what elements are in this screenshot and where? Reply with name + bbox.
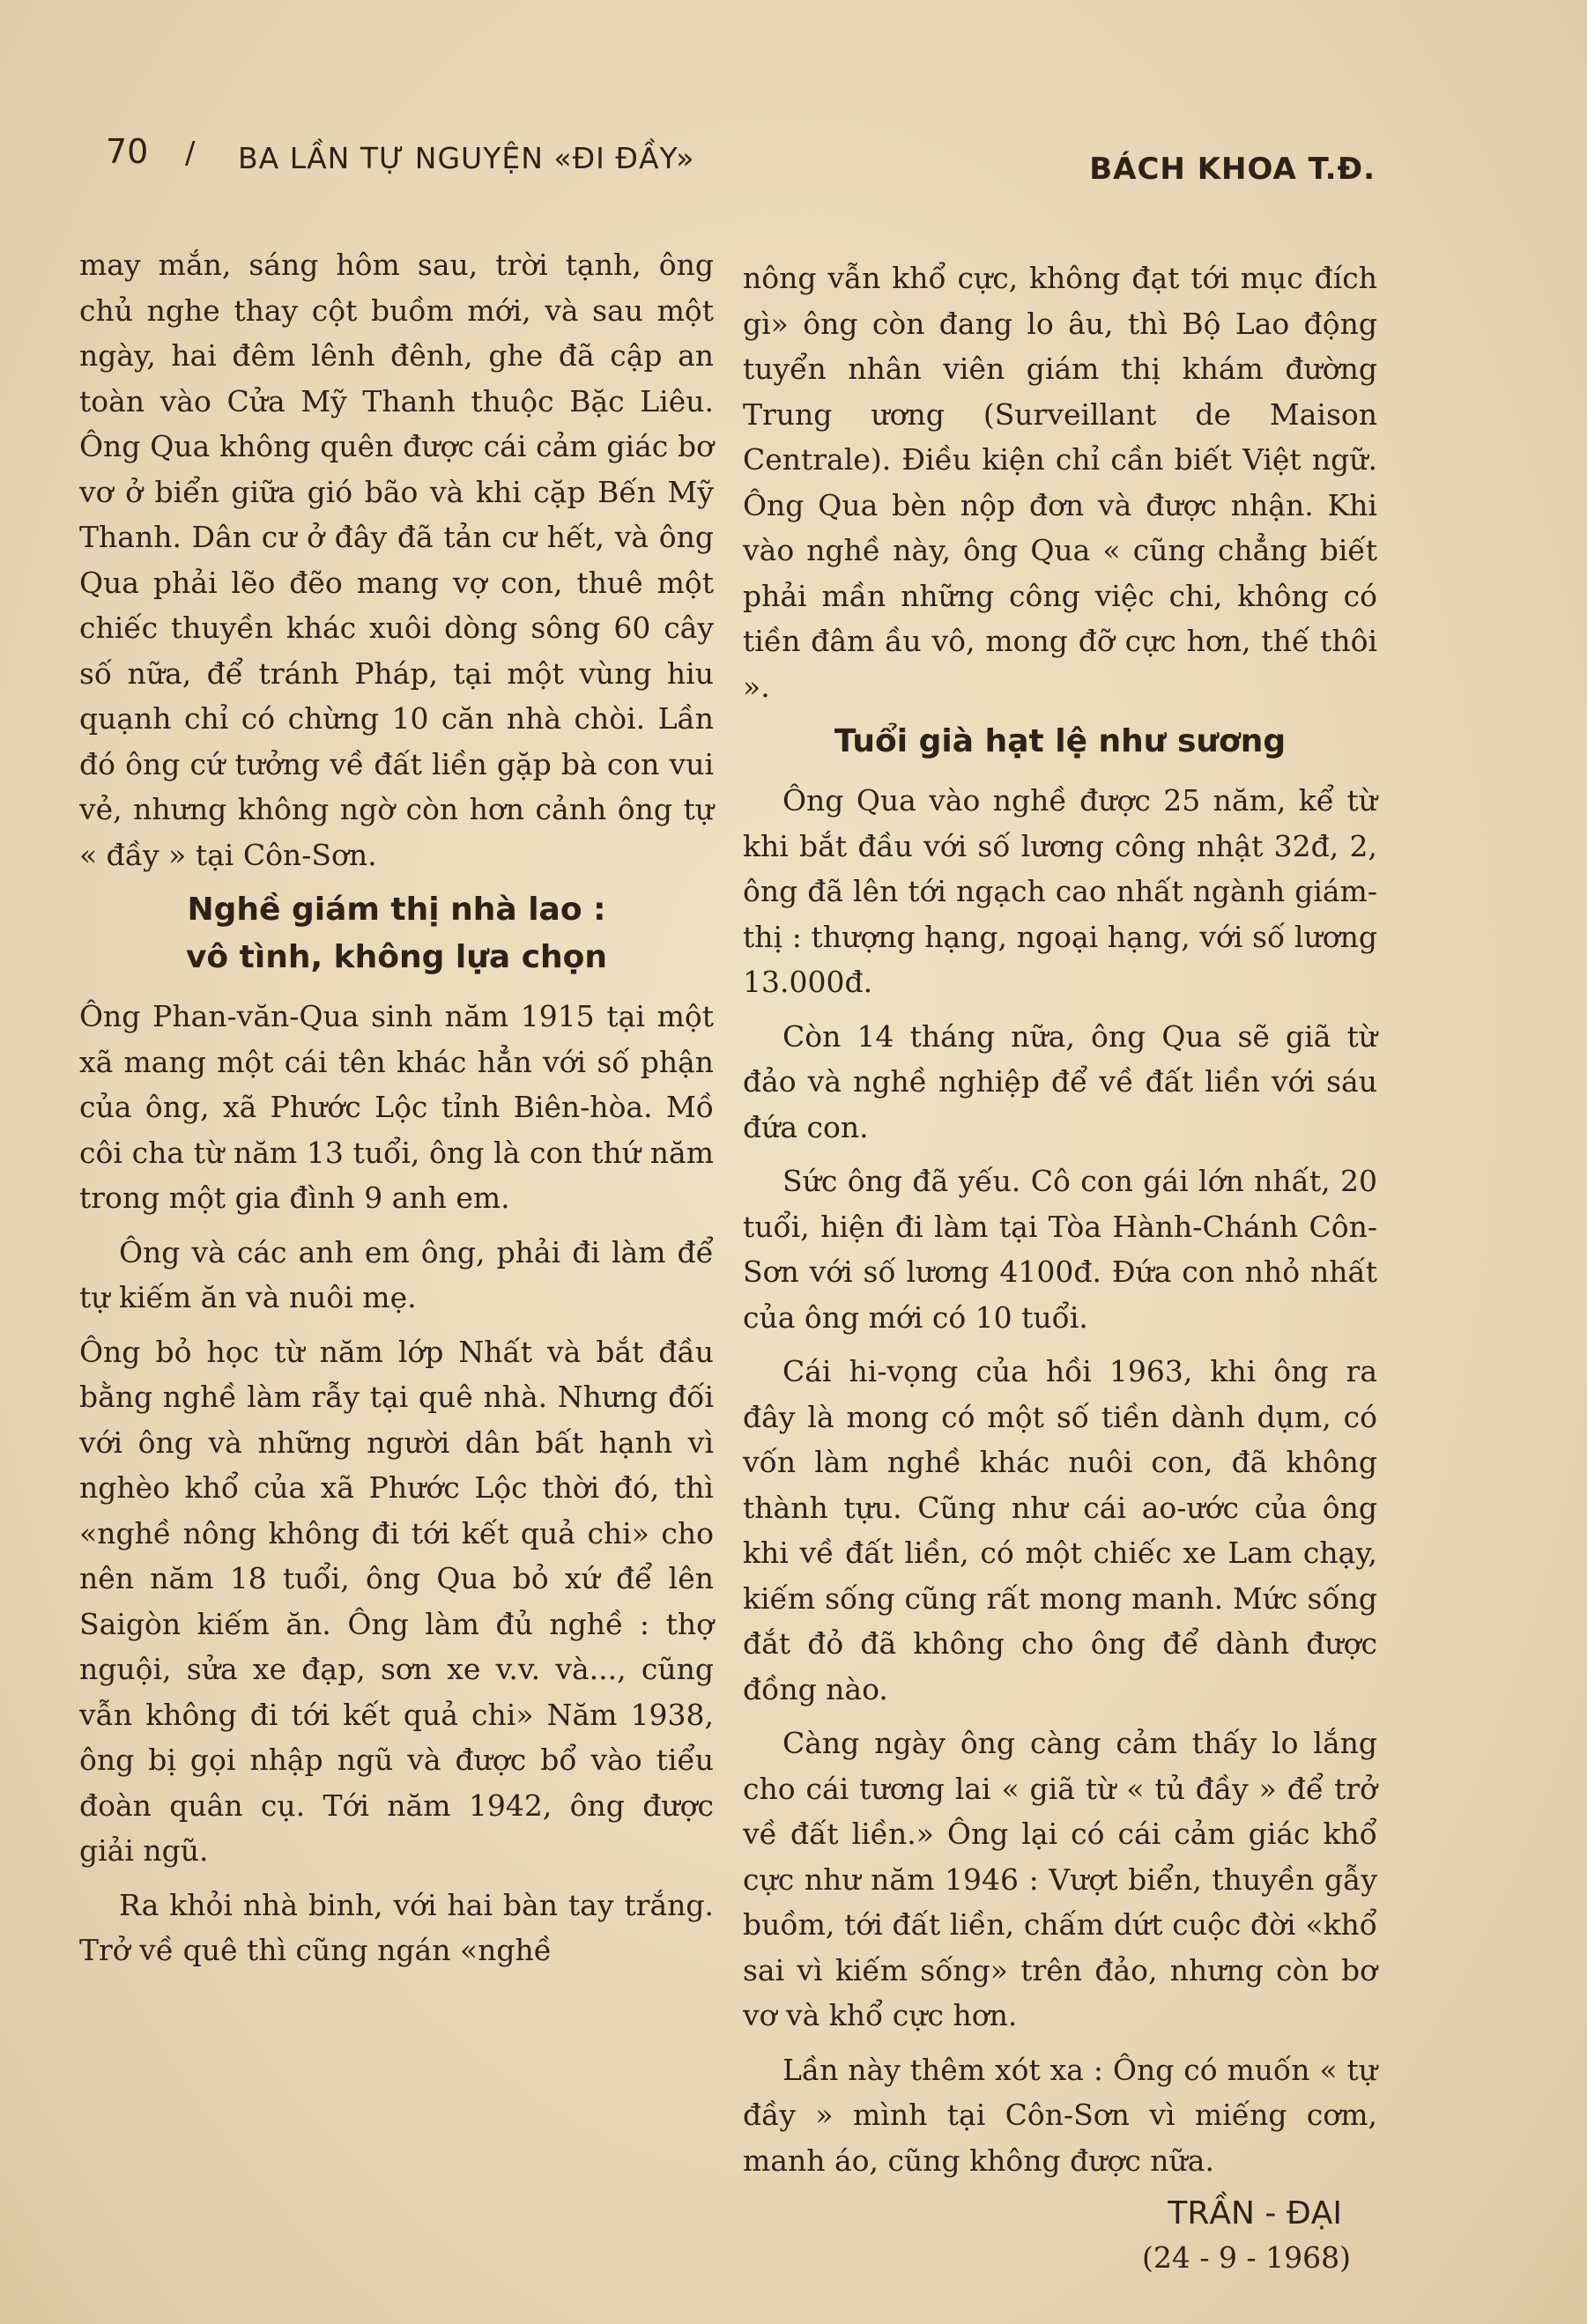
right-column bbox=[743, 255, 1377, 2280]
left-column bbox=[79, 242, 714, 1982]
paragraph: Sức ông đã yếu. Cô con gái lớn nhất, 20 tuổi, hiện đi làm tại Tòa Hành-Chánh Côn-Sơn với số lương 4100đ. Đứa con nhỏ nhất của ông mới có 10 tuổi. bbox=[743, 1164, 1377, 1335]
paragraph: Ông Phan-văn-Qua sinh năm 1915 tại một xã mang một cái tên khác hẳn với số phận của ông, xã Phước Lộc tỉnh Biên-hòa. Mồ côi cha từ năm 13 tuổi, ông là con thứ năm trong một gia đình 9 anh em. bbox=[79, 999, 714, 1215]
section-heading: Tuổi già hạt lệ như sương bbox=[834, 723, 1287, 759]
paragraph: Ra khỏi nhà binh, với hai bàn tay trắng. Trở về quê thì cũng ngán «nghề bbox=[79, 1887, 714, 1967]
section-heading-line: Nghề giám thị nhà lao : bbox=[187, 892, 606, 928]
paragraph: Còn 14 tháng nữa, ông Qua sẽ giã từ đảo và nghề nghiệp để về đất liền với sáu đứa con. bbox=[743, 1018, 1377, 1144]
paragraph: Ông bỏ học từ năm lớp Nhất và bắt đầu bằng nghề làm rẫy tại quê nhà. Nhưng đối với ông và những người dân bất hạnh vì nghèo khổ của xã Phước Lộc thời đó, thì «nghề nông không đi tới kết quả chi» cho nên năm 18 tuổi, ông Qua bỏ xứ để lên Saigòn kiếm ăn. Ông làm đủ nghề : thợ nguội, sửa xe đạp, sơn xe v.v. và..., cũng vẫn không đi tới kết quả chi» Năm 1938, ông bị gọi nhập ngũ và được bổ vào tiểu đoàn quân cụ. Tới năm 1942, ông được giải ngũ. bbox=[79, 1334, 714, 1868]
paragraph: Ông và các anh em ông, phải đi làm để tự kiếm ăn và nuôi mẹ. bbox=[79, 1234, 714, 1314]
running-title: BA LẦN TỰ NGUYỆN «ĐI ĐẦY» bbox=[238, 141, 695, 175]
paragraph: Càng ngày ông càng cảm thấy lo lắng cho cái tương lai « giã từ « tủ đầy » để trở về đất liền.» Ông lại có cái cảm giác khổ cực như năm 1946 : Vượt biển, thuyền gẫy buồm, tới đất liền, chấm dứt cuộc đời «khổ sai vì kiếm sống» trên đảo, nhưng còn bơ vơ và khổ cực hơn. bbox=[743, 1726, 1377, 2032]
author-signature: TRẦN - ĐẠI bbox=[1168, 2195, 1342, 2231]
page-number: 70 bbox=[106, 132, 149, 171]
paragraph: Lần này thêm xót xa : Ông có muốn « tự đầy » mình tại Côn-Sơn vì miếng cơm, manh áo, cũng không được nữa. bbox=[743, 2052, 1377, 2178]
page-header bbox=[106, 132, 1376, 185]
journal-name: BÁCH KHOA T.Đ. bbox=[1089, 152, 1376, 187]
paragraph: Ông Qua vào nghề được 25 năm, kể từ khi bắt đầu với số lương công nhật 32đ, 2, ông đã lên tới ngạch cao nhất ngành giám-thị : thượng hạng, ngoại hạng, với số lương 13.000đ. bbox=[743, 783, 1377, 999]
paragraph: may mắn, sáng hôm sau, trời tạnh, ông chủ nghe thay cột buồm mới, và sau một ngày, hai đêm lênh đênh, ghe đã cập an toàn vào Cửa Mỹ Thanh thuộc Bặc Liêu. Ông Qua không quên được cái cảm giác bơ vơ ở biển giữa gió bão và khi cặp Bến Mỹ Thanh. Dân cư ở đây đã tản cư hết, và ông Qua phải lẽo đẽo mang vợ con, thuê một chiếc thuyền khác xuôi dòng sông 60 cây số nữa, để tránh Pháp, tại một vùng hiu quạnh chỉ có chừng 10 căn nhà chòi. Lần đó ông cứ tưởng về đất liền gặp bà con vui vẻ, nhưng không ngờ còn hơn cảnh ông tự « đầy » tại Côn-Sơn. bbox=[79, 248, 714, 872]
article-date: (24 - 9 - 1968) bbox=[1142, 2240, 1351, 2275]
paragraph: nông vẫn khổ cực, không đạt tới mục đích gì» ông còn đang lo âu, thì Bộ Lao động tuyển nhân viên giám thị khám đường Trung ương (Surveillant de Maison Centrale). Điều kiện chỉ cần biết Việt ngữ. Ông Qua bèn nộp đơn và được nhận. Khi vào nghề này, ông Qua « cũng chẳng biết phải mần những công việc chi, không có tiền đâm ầu vô, mong đỡ cực hơn, thế thôi ». bbox=[743, 261, 1377, 704]
section-heading bbox=[79, 886, 714, 981]
paragraph: Cái hi-vọng của hồi 1963, khi ông ra đây là mong có một số tiền dành dụm, có vốn làm nghề khác nuôi con, đã không thành tựu. Cũng như cái ao-ước của ông khi về đất liền, có một chiếc xe Lam chạy, kiếm sống cũng rất mong manh. Mức sống đắt đỏ đã không cho ông để dành được đồng nào. bbox=[743, 1354, 1377, 1706]
header-separator: / bbox=[185, 136, 196, 171]
section-heading-line: vô tình, không lựa chọn bbox=[185, 939, 608, 975]
